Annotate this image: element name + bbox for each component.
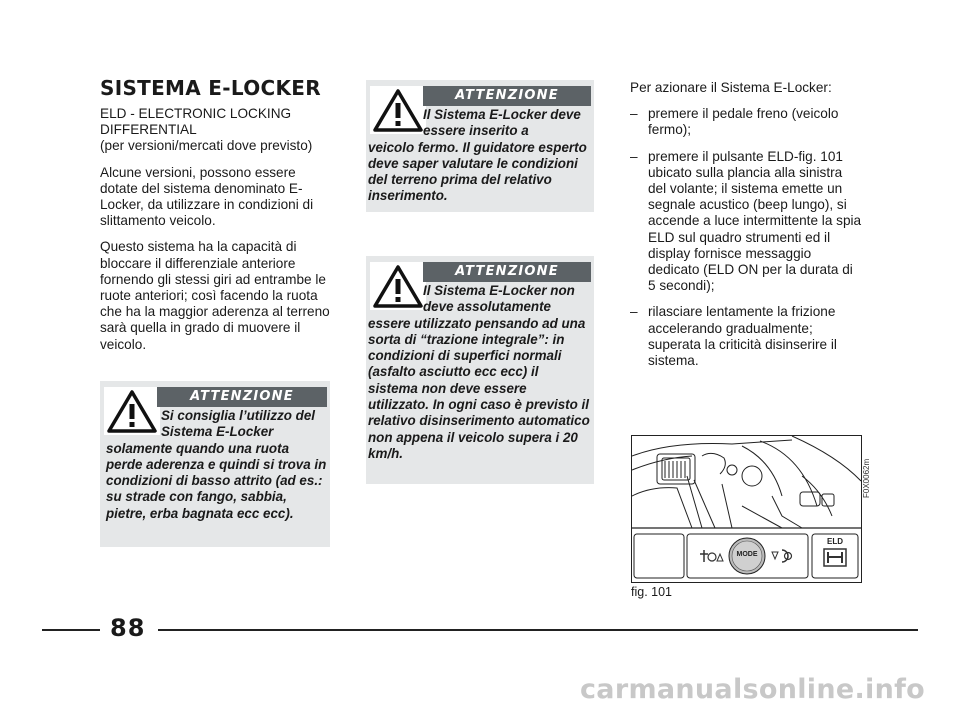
figure-code: F0X0062m — [862, 458, 871, 498]
section-title: SISTEMA E-LOCKER — [100, 76, 321, 100]
subtitle — [100, 106, 332, 155]
figure-caption: fig. 101 — [631, 585, 673, 599]
warning-box — [366, 256, 594, 484]
paragraph: Questo sistema ha la capacità di bloccare il differenziale anteriore fornendo gli stessi giri ad entrambe le ruote anteriori; così facendo la ruota che ha la maggior aderenza al terreno sarà quella in grado di muovere il veicolo. — [100, 239, 330, 352]
warning-text — [368, 283, 590, 462]
warning-rest: veicolo fermo. Il guidatore esperto deve saper valutare le condizioni del terreno prima del relativo inserimento. — [368, 139, 587, 204]
left-column — [100, 106, 332, 363]
watermark: carmanualsonline.info — [580, 674, 926, 705]
warning-rest: solamente quando una ruota perde aderenza e quindi si trova in condizioni di basso attrito (ad es.: su strade con fango, sabbia, pietre, erba bagnata ecc ecc). — [106, 440, 327, 521]
warning-rest: essere utilizzato pensando ad una sorta di “trazione integrale”: in condizioni di superfici normali (asfalto asciutto ecc ecc) il sistema non deve essere utilizzato. In ogni caso è previsto il relativo disinserimento automatico non appena il veicolo supera i 20 km/h. — [368, 315, 590, 461]
warning-text — [368, 107, 590, 205]
footer-rule-right — [158, 629, 918, 631]
list-item-text: rilasciare lentamente la frizione accelerando gradualmente; superata la criticità disinserire il sistema. — [648, 304, 837, 369]
instructions-list — [630, 106, 862, 369]
list-dash: – — [630, 304, 638, 320]
subtitle-line: ELD - ELECTRONIC LOCKING — [100, 106, 292, 121]
list-item-text: premere il pedale freno (veicolo fermo); — [648, 106, 839, 138]
warning-lead: Si consiglia l’utilizzo del Sistema E-Locker — [161, 408, 316, 440]
warning-lead: Il Sistema E-Locker deve essere inserito a — [423, 107, 581, 139]
warning-box — [100, 381, 330, 547]
list-dash: – — [630, 148, 638, 164]
dashboard-drawing — [632, 436, 861, 582]
list-item — [630, 106, 862, 138]
warning-header: ATTENZIONE — [423, 262, 591, 282]
warning-header: ATTENZIONE — [157, 387, 327, 407]
list-item — [630, 304, 862, 369]
instructions-intro: Per azionare il Sistema E-Locker: — [630, 80, 832, 95]
list-item-text: premere il pulsante ELD-fig. 101 ubicato sulla plancia alla sinistra del volante; il sistema emette un segnale acustico (beep lungo), si accende a luce intermittente la spia ELD sul quadro strumenti ed il display fornisce messaggio dedicato (ELD ON per la durata di 5 secondi); — [648, 148, 862, 294]
warning-lead: Il Sistema E-Locker non deve assolutamente — [423, 283, 575, 315]
eld-button-label: ELD — [827, 537, 843, 546]
page-number: 88 — [110, 614, 146, 642]
mode-button-label: MODE — [736, 551, 758, 558]
subtitle-line: (per versioni/mercati dove previsto) — [100, 138, 313, 154]
warning-text — [106, 408, 328, 522]
subtitle-line: DIFFERENTIAL — [100, 122, 197, 138]
warning-header: ATTENZIONE — [423, 86, 591, 106]
paragraph: Alcune versioni, possono essere dotate del sistema denominato E-Locker, da utilizzare in condizioni di slittamento veicolo. — [100, 164, 314, 229]
figure-illustration — [631, 435, 862, 583]
list-dash: – — [630, 106, 638, 122]
warning-box — [366, 80, 594, 212]
footer-rule-left — [42, 629, 100, 631]
right-column — [630, 80, 862, 379]
list-item — [630, 149, 862, 295]
